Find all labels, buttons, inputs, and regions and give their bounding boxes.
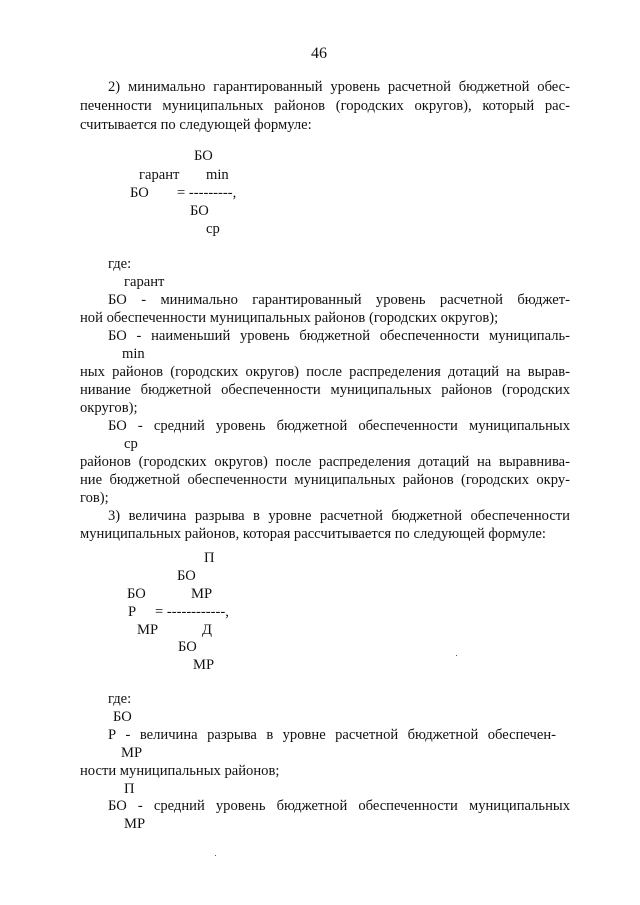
item2-line-2: печенности муниципальных районов (городских округов), который рас- xyxy=(80,98,570,114)
where2-def1-sub-mr: МР xyxy=(121,745,143,761)
formula2-fraction-bar: = ------------, xyxy=(155,604,229,620)
where1-def2-line-2: ных районов (городских округов) после распределения дотаций на вырав- xyxy=(80,364,570,380)
where1-sup-garant: гарант xyxy=(124,274,165,290)
formula1-sub-sr: ср xyxy=(206,221,220,237)
scan-speck xyxy=(215,855,216,856)
formula1-denominator: БО xyxy=(190,203,209,219)
where1-def1-line-1: БО - минимально гарантированный уровень расчетной бюджет- xyxy=(108,292,570,308)
where2-label: где: xyxy=(108,691,132,707)
item3-line-2: муниципальных районов, которая рассчитывается по следующей формуле: xyxy=(80,526,546,542)
formula1-fraction-bar: = ---------, xyxy=(177,185,237,201)
scan-speck xyxy=(456,655,457,656)
formula2-lhs-sub-mr: МР xyxy=(137,622,159,638)
where1-def1-line-2: ной обеспеченности муниципальных районов (городских округов); xyxy=(80,310,499,326)
where2-def2-sub-mr: МР xyxy=(124,816,146,832)
item2-line-3: считывается по следующей формуле: xyxy=(80,117,312,133)
formula1-numerator: БО xyxy=(194,148,213,164)
formula2-den-sup-d: Д xyxy=(202,622,212,638)
formula1-sup-garant: гарант xyxy=(139,167,180,183)
formula1-sub-min: min xyxy=(206,167,229,183)
page-number: 46 xyxy=(311,45,327,62)
where1-def3-sub-sr: ср xyxy=(124,436,138,452)
where2-def1-line-2: ности муниципальных районов; xyxy=(80,763,280,779)
formula2-den-sub-mr: МР xyxy=(193,657,215,673)
where1-def2-line-4: округов); xyxy=(80,400,138,416)
formula2-lhs: Р xyxy=(128,604,137,620)
item2-line-1: 2) минимально гарантированный уровень расчетной бюджетной обес- xyxy=(108,79,570,95)
where1-def3-line-1: БО - средний уровень бюджетной обеспеченности муниципальных xyxy=(108,418,570,434)
where1-def3-line-4: гов); xyxy=(80,490,109,506)
where2-def1-line-1: Р - величина разрыва в уровне расчетной бюджетной обеспечен- xyxy=(108,727,556,743)
where1-label: где: xyxy=(108,256,132,272)
formula2-denominator: БО xyxy=(178,639,197,655)
where1-def2-line-3: нивание бюджетной обеспеченности муниципальных районов (городских xyxy=(80,382,570,398)
where1-def3-line-3: ние бюджетной обеспеченности муниципальных районов (городских окру- xyxy=(80,472,570,488)
where1-def3-line-2: районов (городских округов) после распределения дотаций на выравнива- xyxy=(80,454,570,470)
where2-def2-line-1: БО - средний уровень бюджетной обеспеченности муниципальных xyxy=(108,798,570,814)
where1-def2-sub-min: min xyxy=(122,346,145,362)
formula2-num-sub-mr: МР xyxy=(191,586,213,602)
formula2-num-sup-p: П xyxy=(204,550,215,566)
where1-def2-line-1: БО - наименьший уровень бюджетной обеспеченности муниципаль- xyxy=(108,328,570,344)
formula1-lhs: БО xyxy=(130,185,149,201)
formula2-lhs-sup-bo: БО xyxy=(127,586,146,602)
item3-line-1: 3) величина разрыва в уровне расчетной бюджетной обеспеченности xyxy=(108,508,570,524)
formula2-numerator: БО xyxy=(177,568,196,584)
where2-sup-bo: БО xyxy=(113,709,132,725)
where2-sup-p: П xyxy=(124,781,135,797)
